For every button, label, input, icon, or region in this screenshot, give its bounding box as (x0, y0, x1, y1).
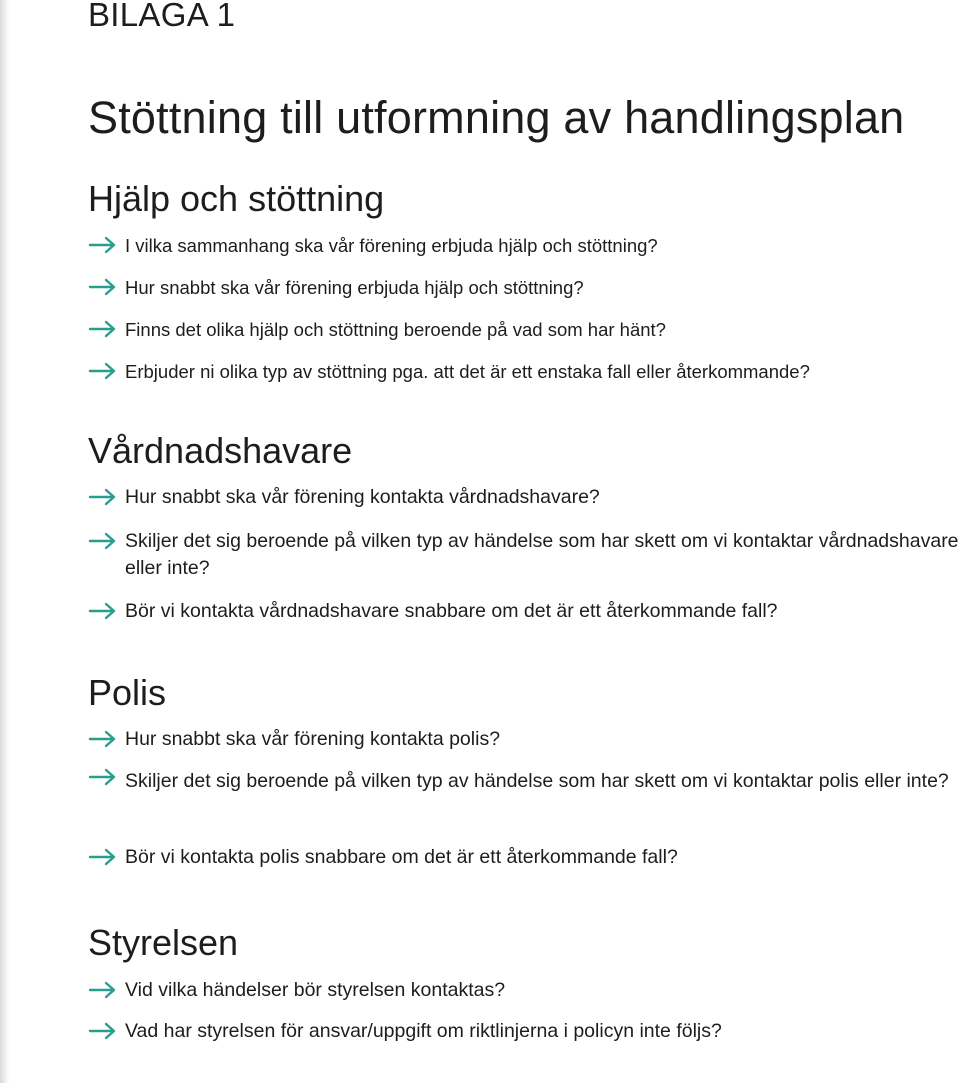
list-item-text: Skiljer det sig beroende på vilken typ av händelse som har skett om vi kontaktar vårdnadshavare eller inte? (125, 530, 959, 579)
arrow-right-icon (88, 361, 118, 381)
list-item-text: Vid vilka händelser bör styrelsen kontaktas? (125, 979, 506, 1001)
list-item (88, 484, 960, 511)
arrow-right-icon (88, 847, 118, 867)
list-item (88, 316, 960, 343)
arrow-right-icon (88, 980, 118, 1000)
arrow-right-icon (88, 235, 118, 255)
list-item (88, 764, 960, 799)
section-heading: Vårdnadshavare (88, 430, 353, 471)
arrow-right-icon (88, 277, 118, 297)
list-item (88, 232, 960, 259)
list-item-text: Erbjuder ni olika typ av stöttning pga. att det är ett enstaka fall eller återkommande? (125, 361, 810, 382)
list-item (88, 528, 960, 582)
list-item-text: Vad har styrelsen för ansvar/uppgift om riktlinjerna i policyn inte följs? (125, 1020, 722, 1042)
appendix-label: BILAGA 1 (88, 0, 236, 33)
list-item-text: Bör vi kontakta vårdnadshavare snabbare om det är ett återkommande fall? (125, 600, 778, 622)
list-item-text: Hur snabbt ska vår förening erbjuda hjälp och stöttning? (125, 277, 584, 298)
section-heading: Polis (88, 672, 167, 713)
section-heading: Hjälp och stöttning (88, 178, 385, 219)
arrow-right-icon (88, 1021, 118, 1041)
list-item-text: Hur snabbt ska vår förening kontakta polis? (125, 728, 501, 750)
arrow-right-icon (88, 487, 118, 507)
list-item (88, 358, 960, 385)
arrow-right-icon (88, 319, 118, 339)
list-item (88, 1018, 960, 1045)
list-item-text: Bör vi kontakta polis snabbare om det är ett återkommande fall? (125, 846, 678, 868)
list-item (88, 598, 960, 625)
page-title: Stöttning till utformning av handlingsplan (88, 92, 905, 143)
arrow-right-icon (88, 601, 118, 621)
list-item (88, 726, 960, 753)
section-heading: Styrelsen (88, 922, 239, 963)
list-item-text: Hur snabbt ska vår förening kontakta vårdnadshavare? (125, 486, 600, 508)
list-item (88, 977, 960, 1004)
list-item-text: Skiljer det sig beroende på vilken typ av händelse som har skett om vi kontaktar polis eller inte? (125, 770, 949, 792)
list-item (88, 274, 960, 301)
arrow-right-icon (88, 729, 118, 749)
arrow-right-icon (88, 767, 118, 787)
list-item-text: Finns det olika hjälp och stöttning beroende på vad som har hänt? (125, 319, 666, 340)
list-item-text: I vilka sammanhang ska vår förening erbjuda hjälp och stöttning? (125, 235, 658, 256)
arrow-right-icon (88, 531, 118, 551)
list-item (88, 844, 960, 871)
page-edge-shadow (0, 0, 10, 1083)
